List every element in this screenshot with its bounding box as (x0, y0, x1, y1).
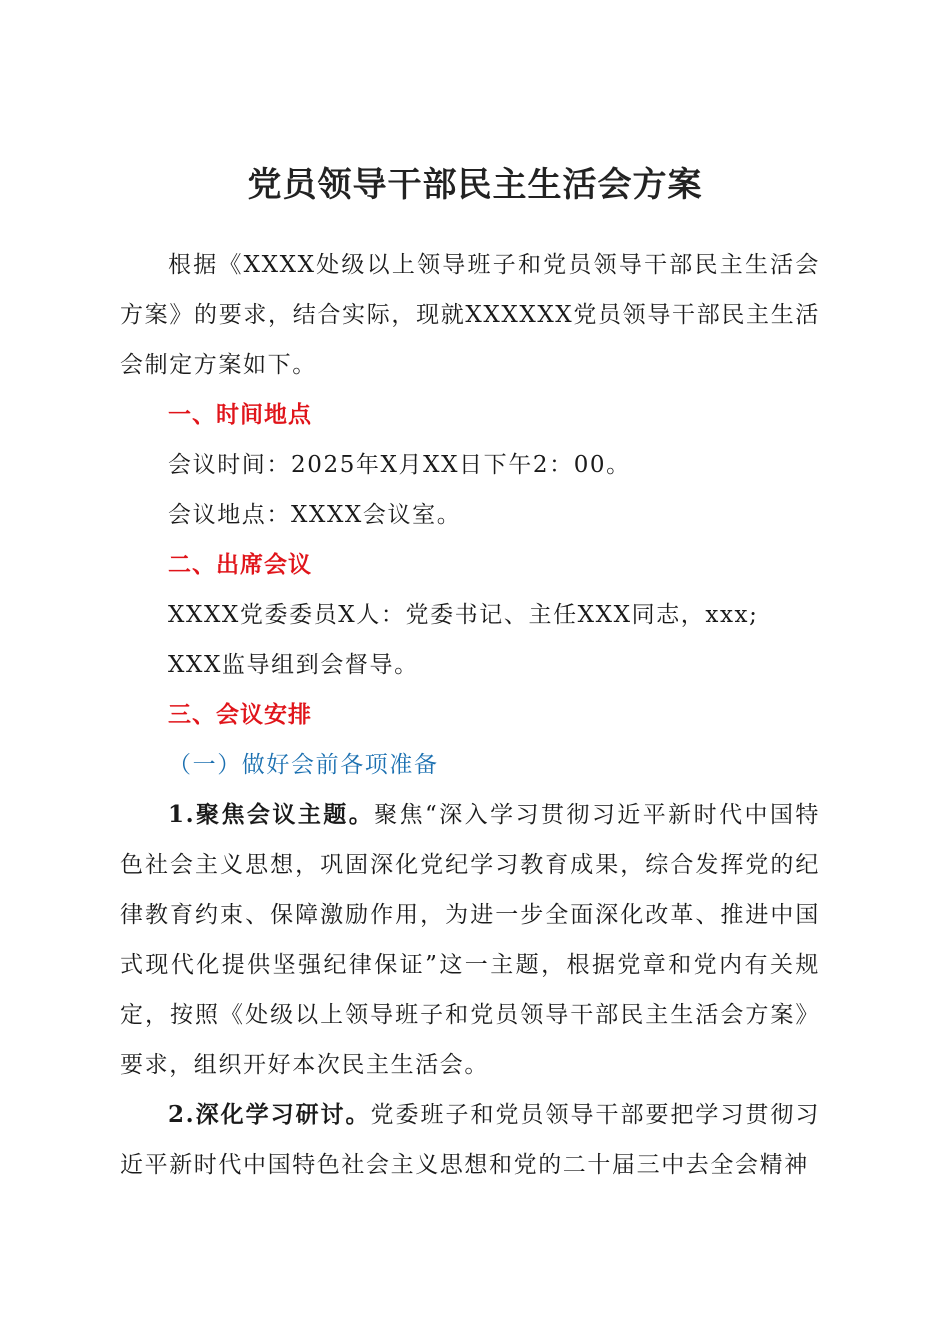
item-1-text: 聚焦“深入学习贯彻习近平新时代中国特色社会主义思想，巩固深化党纪学习教育成果，综合发挥党的纪律教育约束、保障激励作用，为进一步全面深化改革、推进中国式现代化提供坚强纪律保证”这一主题，根据党章和党内有关规定，按照《处级以上领导班子和党员领导干部民主生活会方案》要求，组织开好本次民主生活会。 (120, 802, 820, 1078)
intro-paragraph: 根据《XXXX处级以上领导班子和党员领导干部民主生活会方案》的要求，结合实际，现就XXXXXX党员领导干部民主生活会制定方案如下。 (120, 252, 820, 378)
supervision-line: XXX监导组到会督导。 (168, 652, 419, 678)
attendees-line: XXXX党委委员X人：党委书记、主任XXX同志，xxx; (168, 602, 759, 628)
subsection-heading-preparation: （一）做好会前各项准备 (168, 752, 439, 778)
meeting-time: 会议时间：2025年X月XX日下午2：00。 (168, 452, 631, 478)
item-1-lead: 1.聚焦会议主题。 (168, 801, 375, 828)
section-heading-attendees: 二、出席会议 (168, 552, 312, 578)
item-2-text: 党委班子和党员领导干部要把学习贯彻习近平新时代中国特色社会主义思想和党的二十届三中去全会精神 (120, 1102, 820, 1178)
document-body (120, 240, 820, 1190)
item-1-paragraph (120, 790, 820, 1090)
section-heading-time-place: 一、时间地点 (168, 402, 312, 428)
section-heading-arrangements: 三、会议安排 (168, 702, 312, 728)
meeting-place: 会议地点：XXXX会议室。 (168, 502, 462, 528)
item-2-paragraph (120, 1090, 820, 1190)
item-2-lead: 2.深化学习研讨。 (168, 1101, 371, 1128)
document-title: 党员领导干部民主生活会方案 (247, 165, 703, 205)
